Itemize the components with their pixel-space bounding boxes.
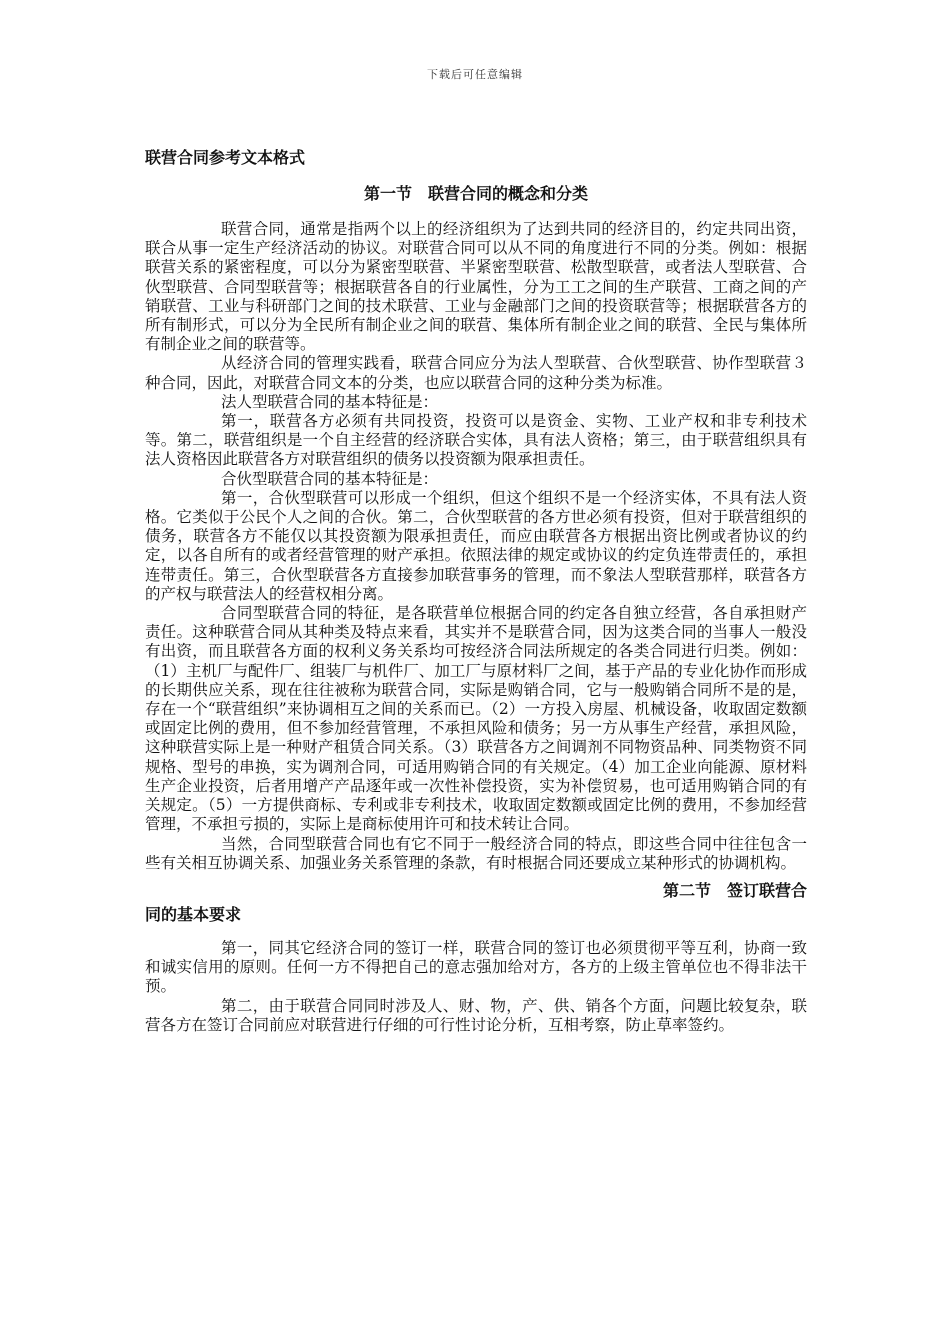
- document-title: 联营合同参考文本格式: [145, 148, 306, 167]
- document-body: [145, 146, 807, 1035]
- paragraph: 第一，合伙型联营可以形成一个组织，但这个组织不是一个经济实体，不具有法人资格。它类似于公民个人之间的合伙。第二，合伙型联营的各方世必须有投资，但对于联营组织的债务，联营各方不能仅以其投资额为限承担责任，而应由联营各方根据出资比例或者协议的约定，以各自所有的或者经营管理的财产承担。依照法律的规定或协议的约定负连带责任的，承担连带责任。第三，合伙型联营各方直接参加联营事务的管理，而不象法人型联营那样，联营各方的产权与联营法人的经营权相分离。: [145, 488, 807, 603]
- paragraph: 第二，由于联营合同同时涉及人、财、物，产、供、销各个方面，问题比较复杂，联营各方在签订合同前应对联营进行仔细的可行性讨论分析，互相考察，防止草率签约。: [145, 996, 807, 1034]
- section-2-text: [145, 939, 807, 1035]
- paragraph: 从经济合同的管理实践看，联营合同应分为法人型联营、合伙型联营、协作型联营３种合同，因此，对联营合同文本的分类，也应以联营合同的这种分类为标准。: [145, 354, 807, 392]
- paragraph: 合同型联营合同的特征，是各联营单位根据合同的约定各自独立经营，各自承担财产责任。这种联营合同从其种类及特点来看，其实并不是联营合同，因为这类合同的当事人一般没有出资，而且联营各方面的权利义务关系均可按经济合同法所规定的各类合同进行归类。例如：（1）主机厂与配件厂、组装厂与机件厂、加工厂与原材料厂之间，基于产品的专业化协作而形成的长期供应关系，现在往往被称为联营合同，实际是购销合同，它与一般购销合同所不是的是，存在一个“联营组织”来协调相互之间的关系而已。（2）一方投入房屋、机械设备，收取固定数额或固定比例的费用，但不参加经营管理，不承担风险和债务；另一方从事生产经营，承担风险，这种联营实际上是一种财产租赁合同关系。（3）联营各方之间调剂不同物资品种、同类物资不同规格、型号的串换，实为调剂合同，可适用购销合同的有关规定。（4）加工企业向能源、原材料生产企业投资，后者用增产产品逐年或一次性补偿投资，实为补偿贸易，也可适用购销合同的有关规定。（5）一方提供商标、专利或非专利技术，收取固定数额或固定比例的费用，不参加经营管理，不承担亏损的，实际上是商标使用许可和技术转让合同。: [145, 604, 807, 834]
- paragraph: 法人型联营合同的基本特征是：: [221, 392, 439, 411]
- paragraph: 第一，同其它经济合同的签订一样，联营合同的签订也必须贯彻平等互利，协商一致和诚实信用的原则。任何一方不得把自己的意志强加给对方，各方的上级主管单位也不得非法干预。: [145, 938, 807, 996]
- page-header-note: 下载后可任意编辑: [427, 68, 523, 81]
- paragraph: 联营合同，通常是指两个以上的经济组织为了达到共同的经济目的，约定共同出资，联合从事一定生产经济活动的协议。对联营合同可以从不同的角度进行不同的分类。例如：根据联营关系的紧密程度，可以分为紧密型联营、半紧密型联营、松散型联营，或者法人型联营、合伙型联营、合同型联营等；根据联营各自的行业属性，分为工工之间的生产联营、工商之间的产销联营、工业与科研部门之间的技术联营、工业与金融部门之间的投资联营等；根据联营各方的所有制形式，可以分为全民所有制企业之间的联营、集体所有制企业之间的联营、全民与集体所有制企业之间的联营等。: [145, 220, 807, 354]
- section-heading-2-part1: 第二节 签订联营合: [662, 880, 807, 900]
- paragraph: 第一，联营各方必须有共同投资，投资可以是资金、实物、工业产权和非专利技术等。第二，联营组织是一个自主经营的经济联合实体，具有法人资格；第三，由于联营组织具有法人资格因此联营各方对联营组织的债务以投资额为限承担责任。: [145, 412, 807, 469]
- section-heading-2-part2: 同的基本要求: [145, 904, 242, 924]
- paragraph: 当然，合同型联营合同也有它不同于一般经济合同的特点，即这些合同中往往包含一些有关相互协调关系、加强业务关系管理的条款，有时根据合同还要成立某种形式的协调机构。: [145, 834, 807, 872]
- section-heading-2: [145, 879, 807, 927]
- section-heading-1: 第一节 联营合同的概念和分类: [363, 184, 588, 203]
- section-1-text: [145, 220, 807, 873]
- paragraph: 合伙型联营合同的基本特征是：: [221, 469, 439, 488]
